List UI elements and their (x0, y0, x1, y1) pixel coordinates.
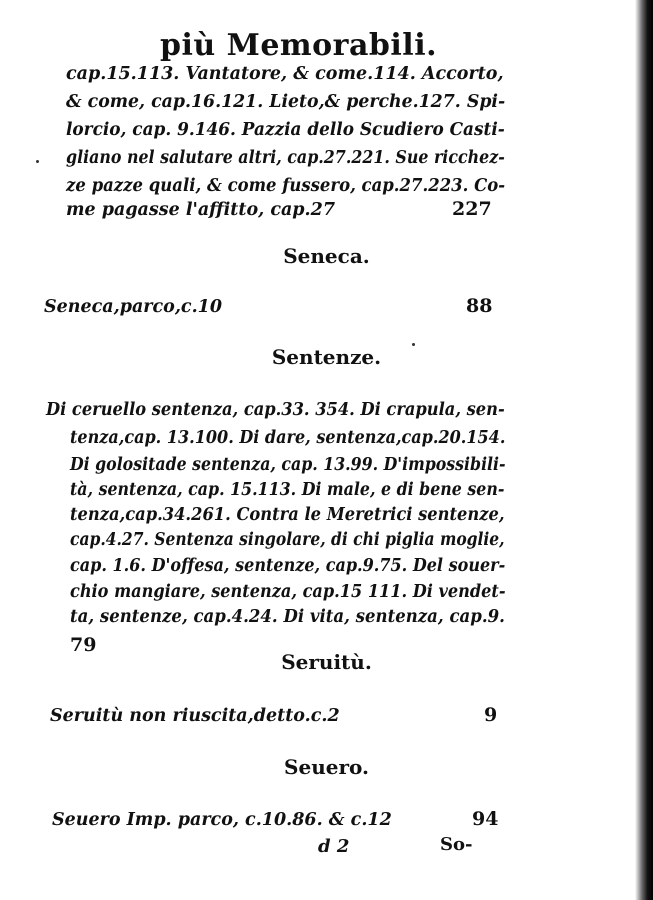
entry-line: chio mangiare, sentenza, cap.15 111. Di vendet- (70, 582, 506, 602)
catchword: So- (440, 834, 473, 855)
entry-line: lorcio, cap. 9.146. Pazzia dello Scudiero Casti- (66, 120, 505, 140)
section-heading-seruitu: Seruitù. (281, 650, 372, 674)
entry-line: Seneca,parco,c.10 (44, 297, 223, 317)
page-number: 227 (452, 198, 492, 220)
entry-line: Seuero Imp. parco, c.10.86. & c.12 (52, 810, 392, 830)
ink-speck (36, 160, 39, 163)
page-number: 88 (466, 295, 493, 317)
entry-line: me pagasse l'affitto, cap.27 (66, 200, 335, 220)
entry-line: cap. 1.6. D'offesa, sentenze, cap.9.75. Del souer- (70, 556, 506, 576)
entry-line: cap.15.113. Vantatore, & come.114. Accorto, (66, 64, 504, 84)
entry-line: 79 (70, 634, 97, 656)
entry-line: ze pazze quali, & come fussero, cap.27.223. Co- (66, 176, 506, 196)
ink-speck (412, 343, 415, 346)
entry-line: Seruitù non riuscita,detto.c.2 (50, 706, 340, 726)
section-heading-seuero: Seuero. (284, 755, 369, 779)
entry-line: Di ceruello sentenza, cap.33. 354. Di crapula, sen- (46, 400, 505, 420)
page-number: 9 (484, 704, 498, 726)
entry-line: tenza,cap.34.261. Contra le Meretrici sentenze, (70, 505, 505, 525)
signature-mark: d 2 (318, 836, 350, 857)
running-header: più Memorabili. (160, 28, 438, 63)
entry-line: ta, sentenze, cap.4.24. Di vita, sentenza, cap.9. (70, 607, 505, 627)
entry-line: tenza,cap. 13.100. Di dare, sentenza,cap.20.154. (70, 428, 506, 448)
entry-line: & come, cap.16.121. Lieto,& perche.127. Spi- (66, 92, 506, 112)
entry-line: Di golositade sentenza, cap. 13.99. D'impossibili- (70, 455, 506, 475)
section-heading-seneca: Seneca. (283, 244, 370, 268)
entry-line: tà, sentenza, cap. 15.113. Di male, e di bene sen- (70, 480, 505, 500)
entry-line: gliano nel salutare altri, cap.27.221. Sue ricchez- (66, 148, 505, 168)
page-number: 94 (472, 808, 499, 830)
section-heading-sentenze: Sentenze. (271, 345, 382, 369)
entry-line: cap.4.27. Sentenza singolare, di chi piglia moglie, (70, 530, 505, 550)
